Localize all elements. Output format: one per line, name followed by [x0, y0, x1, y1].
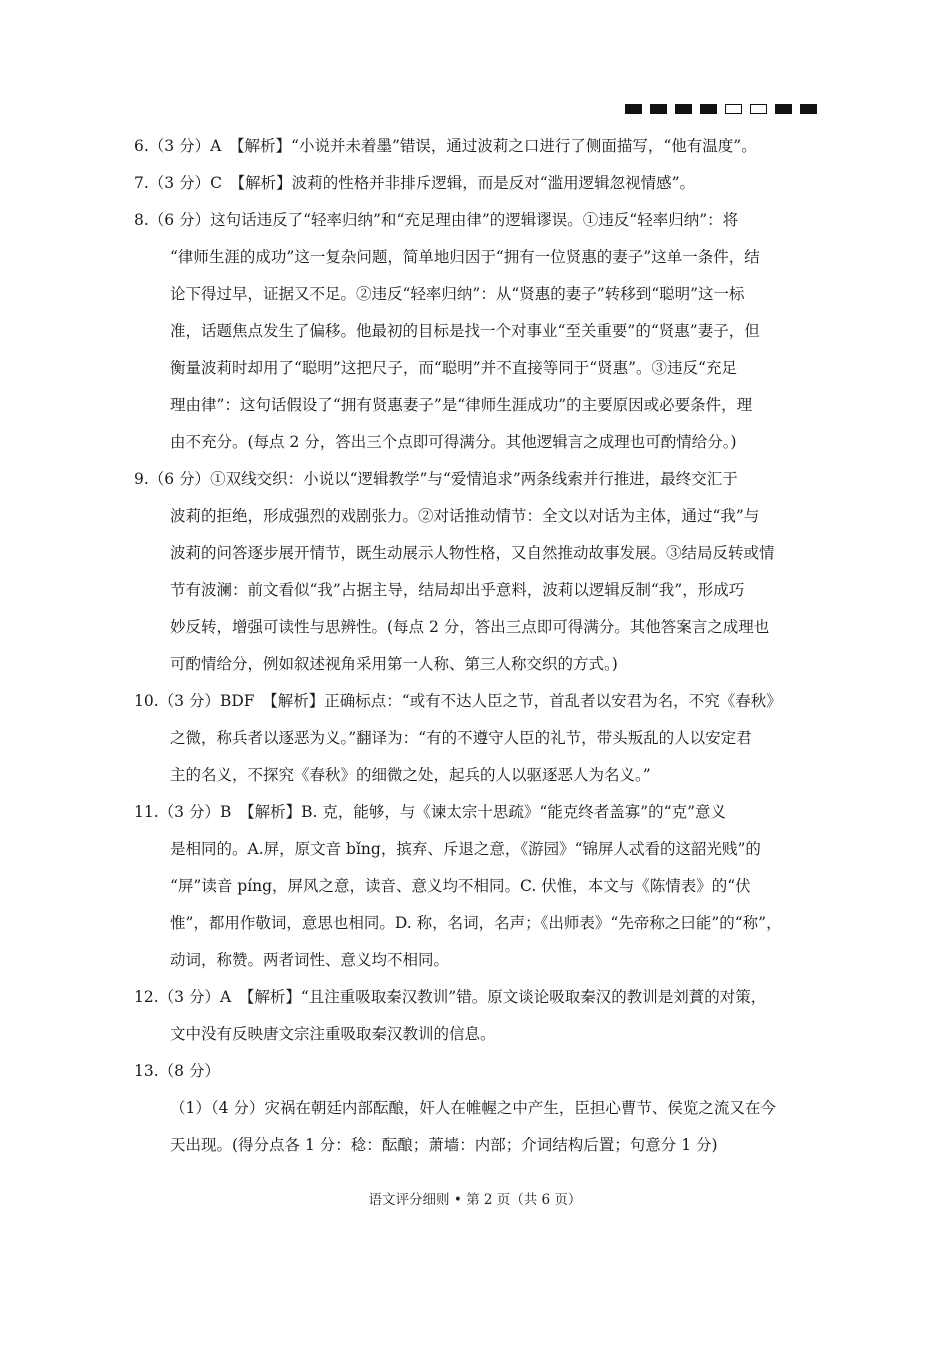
answer-line: “屏”读音 píng，屏风之意，读音、意义均不相同。C. 伏惟，本文与《陈情表》的“伏: [170, 877, 751, 895]
answer-line: 11.（3 分）B 【解析】B. 克，能够，与《谏太宗十思疏》“能克终者盖寡”的“克”意义: [134, 803, 727, 821]
answer-item: [134, 794, 819, 979]
header-marks: [625, 104, 817, 114]
answer-line: 波莉的问答逐步展开情节，既生动展示人物性格，又自然推动故事发展。③结局反转或情: [170, 544, 775, 562]
answer-line: “律师生涯的成功”这一复杂问题，简单地归因于“拥有一位贤惠的妻子”这单一条件，结: [170, 248, 760, 266]
answer-line: 天出现。(得分点各 1 分：稔：酝酿；萧墙：内部；介词结构后置；句意分 1 分): [170, 1136, 718, 1154]
answer-item: [134, 165, 819, 202]
answer-line: 7.（3 分）C 【解析】波莉的性格并非排斥逻辑，而是反对“滥用逻辑忽视情感”。: [134, 174, 696, 192]
answer-item: [134, 979, 819, 1053]
header-mark-empty: [725, 104, 742, 114]
header-mark-filled: [700, 104, 717, 114]
answer-line: 是相同的。A.屏，原文音 bǐng，摈弃、斥退之意，《游园》“锦屏人忒看的这韶光贱”的: [170, 840, 761, 858]
answer-line: 6.（3 分）A 【解析】“小说并未着墨”错误，通过波莉之口进行了侧面描写，“他有温度”。: [134, 137, 757, 155]
answer-line: 理由律”：这句话假设了“拥有贤惠妻子”是“律师生涯成功”的主要原因或必要条件，理: [170, 396, 753, 414]
answer-item: [134, 683, 819, 794]
header-mark-filled: [650, 104, 667, 114]
answer-line: 论下得过早，证据又不足。②违反“轻率归纳”：从“贤惠的妻子”转移到“聪明”这一标: [170, 285, 745, 303]
answer-line: 之微，称兵者以逐恶为义。”翻译为：“有的不遵守人臣的礼节，带头叛乱的人以安定君: [170, 729, 752, 747]
answer-line: 文中没有反映唐文宗注重吸取秦汉教训的信息。: [170, 1025, 496, 1043]
header-mark-empty: [750, 104, 767, 114]
answer-line: 波莉的拒绝，形成强烈的戏剧张力。②对话推动情节：全文以对话为主体，通过“我”与: [170, 507, 760, 525]
answer-item: [134, 128, 819, 165]
answer-line: 10.（3 分）BDF 【解析】正确标点：“或有不达人臣之节，首乱者以安君为名，不究《春秋》: [134, 692, 782, 710]
answer-line: 妙反转，增强可读性与思辨性。(每点 2 分，答出三点即可得满分。其他答案言之成理也: [170, 618, 770, 636]
answer-line: 衡量波莉时却用了“聪明”这把尺子，而“聪明”并不直接等同于“贤惠”。③违反“充足: [170, 359, 737, 377]
answer-line: 9.（6 分）①双线交织：小说以“逻辑教学”与“爱情追求”两条线索并行推进，最终交汇于: [134, 470, 738, 488]
answer-line: 动词，称赞。两者词性、意义均不相同。: [170, 951, 450, 969]
answer-line: 可酌情给分，例如叙述视角采用第一人称、第三人称交织的方式。): [170, 655, 618, 673]
header-mark-filled: [625, 104, 642, 114]
header-mark-filled: [675, 104, 692, 114]
answer-item: [134, 461, 819, 683]
answer-line: 准，话题焦点发生了偏移。他最初的目标是找一个对事业“至关重要”的“贤惠”妻子，但: [170, 322, 760, 340]
answer-line: 节有波澜：前文看似“我”占据主导，结局却出乎意料，波莉以逻辑反制“我”，形成巧: [170, 581, 745, 599]
answer-line: 惟”，都用作敬词，意思也相同。D. 称，名词，名声；《出师表》“先帝称之曰能”的“称”，: [170, 914, 782, 932]
page-footer: 语文评分细则 • 第 2 页（共 6 页）: [368, 1192, 582, 1208]
header-mark-filled: [775, 104, 792, 114]
answer-item: [134, 202, 819, 461]
answer-line: （1）（4 分）灾祸在朝廷内部酝酿，奸人在帷幄之中产生，臣担心曹节、侯览之流又在今: [170, 1099, 776, 1117]
answer-item: [134, 1053, 819, 1090]
answer-line: 12.（3 分）A 【解析】“且注重吸取秦汉教训”错。原文谈论吸取秦汉的教训是刘蕡的对策，: [134, 988, 767, 1006]
answer-line: 由不充分。(每点 2 分，答出三个点即可得满分。其他逻辑言之成理也可酌情给分。): [170, 433, 737, 451]
answer-line: 主的名义，不探究《春秋》的细微之处，起兵的人以驱逐恶人为名义。”: [170, 766, 651, 784]
answer-item: [134, 1090, 819, 1164]
answer-line: 8.（6 分）这句话违反了“轻率归纳”和“充足理由律”的逻辑谬误。①违反“轻率归纳”：将: [134, 211, 739, 229]
header-mark-filled: [800, 104, 817, 114]
answer-content: [134, 128, 819, 1164]
answer-line: 13.（8 分）: [134, 1062, 220, 1080]
